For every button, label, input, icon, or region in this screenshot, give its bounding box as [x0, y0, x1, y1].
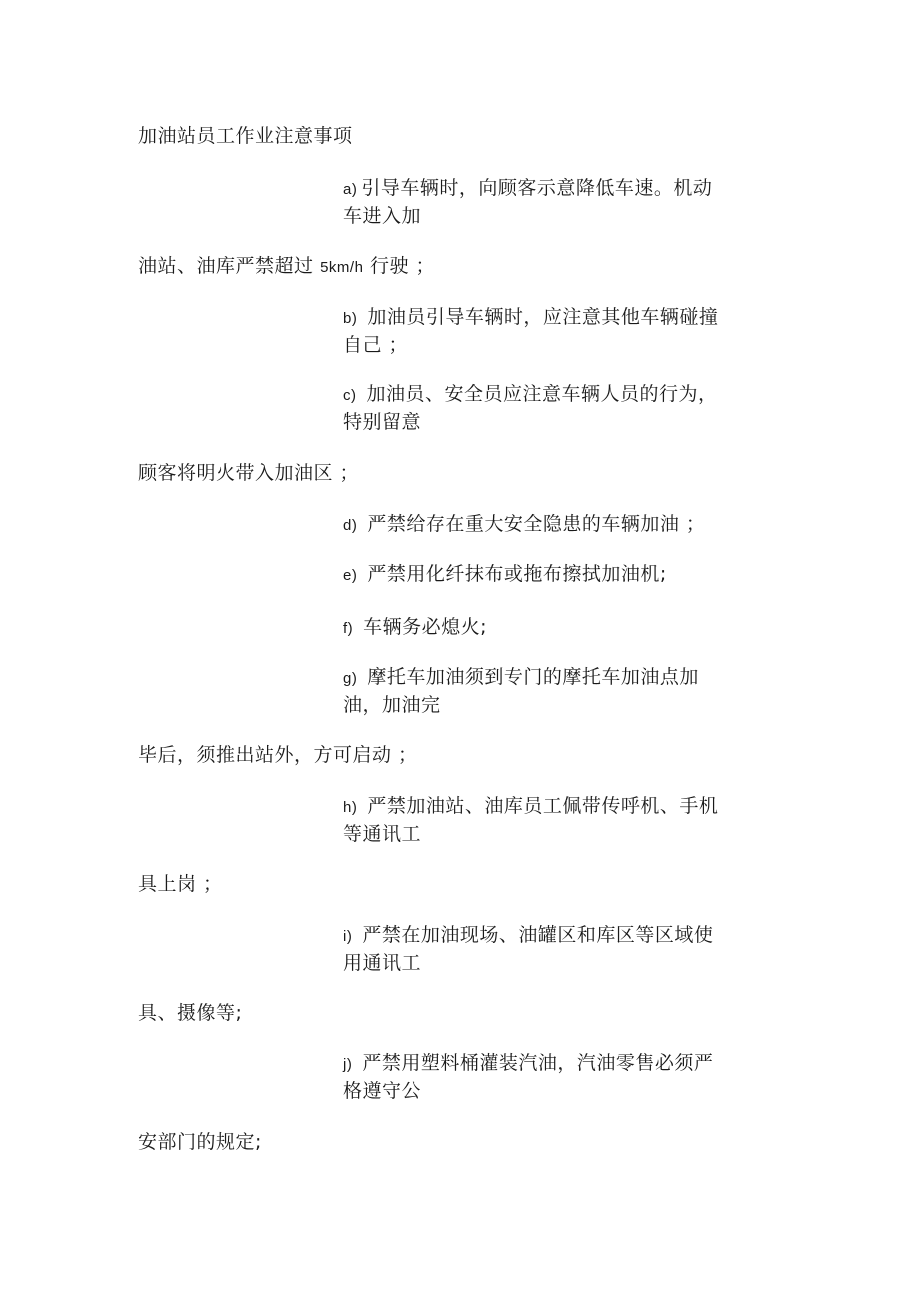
item-i-continuation: 具、摄像等; — [138, 1002, 243, 1024]
speed-limit-value: 5km/h — [320, 259, 364, 276]
continuation-text: 油站、油库严禁超过 — [138, 255, 314, 277]
item-h-text-wrap: 等通讯工 — [343, 823, 422, 845]
item-c-marker: c) — [343, 387, 357, 404]
item-j-text: 严禁用塑料桶灌装汽油，汽油零售必须严 — [362, 1052, 714, 1074]
item-j — [343, 1050, 763, 1105]
item-f-text: 车辆务必熄火; — [363, 616, 488, 638]
item-d — [343, 511, 763, 539]
item-j-continuation: 安部门的规定; — [138, 1131, 262, 1153]
document-title: 加油站员工作业注意事项 — [138, 125, 353, 147]
item-h-continuation: 具上岗 ； — [138, 873, 223, 895]
item-g-text-wrap: 油，加油完 — [343, 694, 441, 716]
item-b-text-wrap: 自己 ； — [343, 334, 409, 356]
item-f-marker: f) — [343, 620, 354, 637]
item-a-text: 引导车辆时，向顾客示意降低车速。机动 — [361, 177, 713, 199]
item-a-text-wrap: 车进入加 — [343, 205, 422, 227]
item-b — [343, 304, 763, 359]
item-e-marker: e) — [343, 567, 358, 584]
item-g-marker: g) — [343, 670, 358, 687]
item-e-text: 严禁用化纤抹布或拖布擦拭加油机; — [367, 563, 667, 585]
item-c-text-wrap: 特别留意 — [343, 411, 422, 433]
item-c-continuation: 顾客将明火带入加油区 ； — [138, 462, 360, 484]
item-g — [343, 664, 763, 719]
item-h-text: 严禁加油站、油库员工佩带传呼机、手机 — [367, 795, 719, 817]
item-a-marker: a) — [343, 181, 358, 198]
item-j-text-wrap: 格遵守公 — [343, 1080, 422, 1102]
item-b-text: 加油员引导车辆时，应注意其他车辆碰撞 — [367, 306, 719, 328]
item-c-text: 加油员、安全员应注意车辆人员的行为， — [366, 383, 718, 405]
continuation-text-end: 行驶 ； — [369, 255, 436, 277]
item-a — [343, 175, 763, 230]
item-d-marker: d) — [343, 517, 358, 534]
item-i-text-wrap: 用通讯工 — [343, 952, 422, 974]
item-c — [343, 381, 763, 436]
item-i-text: 严禁在加油现场、油罐区和库区等区域使 — [362, 924, 714, 946]
item-h — [343, 793, 763, 848]
item-b-marker: b) — [343, 310, 358, 327]
item-j-marker: j) — [343, 1056, 353, 1073]
item-e — [343, 561, 763, 589]
item-a-continuation — [138, 253, 435, 281]
item-g-text: 摩托车加油须到专门的摩托车加油点加 — [367, 666, 699, 688]
item-i — [343, 922, 763, 977]
item-i-marker: i) — [343, 928, 353, 945]
item-g-continuation: 毕后，须推出站外，方可启动 ； — [138, 744, 418, 766]
item-f — [343, 614, 763, 642]
item-h-marker: h) — [343, 799, 358, 816]
item-d-text: 严禁给存在重大安全隐患的车辆加油 ； — [367, 513, 706, 535]
